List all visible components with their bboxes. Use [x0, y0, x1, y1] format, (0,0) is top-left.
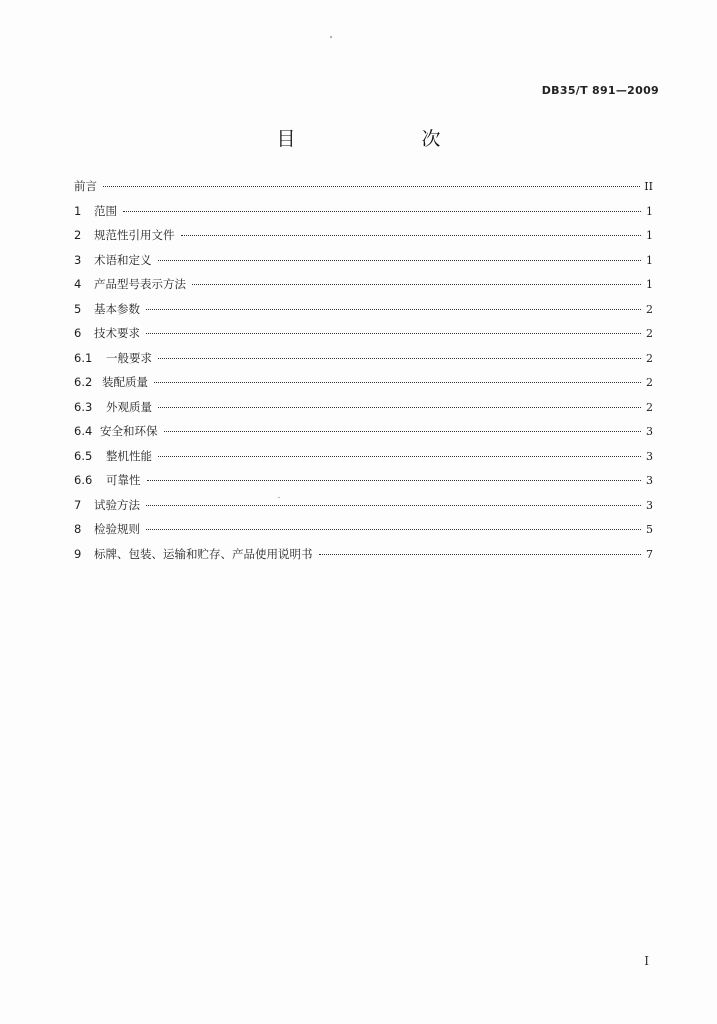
- toc-entry-label: 标牌、包装、运输和贮存、产品使用说明书: [94, 546, 313, 561]
- toc-entry[interactable]: [74, 497, 653, 522]
- toc-entry-label: 试验方法: [94, 497, 140, 512]
- table-of-contents: [74, 178, 653, 570]
- toc-entry[interactable]: [74, 399, 653, 424]
- toc-dot-leader: [158, 456, 641, 457]
- toc-title: 目 次: [276, 128, 501, 150]
- toc-entry-label: 产品型号表示方法: [94, 277, 186, 291]
- toc-entry-page: 2: [646, 400, 653, 414]
- toc-entry-label: 基本参数: [94, 301, 140, 316]
- toc-entry-page: 5: [646, 523, 653, 536]
- toc-dot-leader: [146, 333, 641, 334]
- toc-entry-number: 9: [74, 546, 82, 561]
- toc-dot-leader: [103, 186, 640, 187]
- toc-entry[interactable]: [74, 521, 653, 546]
- toc-entry-label: 术语和定义: [94, 252, 152, 267]
- toc-dot-leader: [192, 284, 641, 285]
- toc-dot-leader: [158, 407, 641, 408]
- toc-entry-page: 2: [646, 327, 653, 340]
- toc-entry[interactable]: [74, 203, 653, 228]
- toc-entry-page: 3: [646, 498, 653, 512]
- toc-entry-label: 外观质量: [106, 399, 152, 414]
- toc-dot-leader: [146, 505, 641, 506]
- toc-entry-label: 可靠性: [106, 473, 141, 487]
- toc-entry[interactable]: [74, 423, 653, 448]
- toc-entry-number: 6.3: [74, 399, 93, 414]
- toc-entry-number: 7: [74, 497, 82, 512]
- toc-entry[interactable]: [74, 374, 653, 399]
- toc-dot-leader: [158, 260, 642, 261]
- toc-dot-leader: [146, 309, 641, 310]
- toc-dot-leader: [158, 358, 641, 359]
- toc-entry[interactable]: [74, 350, 653, 375]
- toc-entry-number: 3: [74, 252, 82, 267]
- toc-entry-label: 装配质量: [102, 375, 148, 389]
- toc-dot-leader: [181, 235, 642, 236]
- page-number: I: [644, 954, 649, 968]
- toc-entry-page: 7: [646, 547, 653, 561]
- toc-entry-page: 3: [646, 449, 653, 463]
- toc-entry-label: 一般要求: [106, 350, 152, 365]
- toc-entry-label: 整机性能: [106, 448, 152, 463]
- toc-entry-number: 6.4: [74, 424, 93, 438]
- toc-entry-number: 1: [74, 203, 82, 218]
- toc-entry[interactable]: [74, 276, 653, 301]
- toc-entry-page: 1: [646, 253, 653, 267]
- toc-entry-label: 规范性引用文件: [94, 228, 175, 242]
- toc-entry-label: 技术要求: [94, 326, 140, 340]
- toc-entry[interactable]: [74, 252, 653, 277]
- toc-entry-label: 检验规则: [94, 522, 140, 536]
- toc-entry-label: 安全和环保: [100, 424, 158, 438]
- toc-dot-leader: [319, 554, 642, 555]
- toc-entry-number: 6.6: [74, 473, 93, 487]
- toc-entry-page: 2: [646, 376, 653, 389]
- toc-entry-page: 1: [646, 204, 653, 218]
- toc-dot-leader: [146, 529, 641, 530]
- toc-entry-page: II: [644, 180, 653, 193]
- toc-entry-number: 8: [74, 522, 82, 536]
- toc-dot-leader: [154, 382, 641, 383]
- document-code: DB35/T 891—2009: [541, 84, 659, 97]
- toc-entry-page: 2: [646, 351, 653, 365]
- toc-entry-number: 6: [74, 326, 82, 340]
- toc-entry-number: 2: [74, 228, 82, 242]
- toc-entry[interactable]: [74, 227, 653, 252]
- toc-entry-label: 范围: [94, 203, 117, 218]
- toc-entry-page: 3: [646, 474, 653, 487]
- toc-entry-number: 6.2: [74, 375, 93, 389]
- toc-entry-page: 2: [646, 302, 653, 316]
- toc-dot-leader: [147, 480, 642, 481]
- toc-entry[interactable]: [74, 301, 653, 326]
- toc-entry-number: 4: [74, 277, 82, 291]
- toc-entry-number: 6.1: [74, 350, 93, 365]
- toc-entry[interactable]: [74, 448, 653, 473]
- toc-entry[interactable]: [74, 325, 653, 350]
- toc-entry-label: 前言: [74, 179, 97, 193]
- toc-entry-page: 1: [646, 229, 653, 242]
- toc-entry-page: 3: [646, 425, 653, 438]
- toc-entry[interactable]: [74, 472, 653, 497]
- toc-entry-number: 6.5: [74, 448, 93, 463]
- toc-entry-foreword[interactable]: [74, 178, 653, 203]
- toc-entry-page: 1: [646, 278, 653, 291]
- toc-dot-leader: [123, 211, 641, 212]
- scan-speck: [330, 36, 332, 38]
- toc-entry-number: 5: [74, 301, 82, 316]
- toc-dot-leader: [164, 431, 642, 432]
- toc-entry[interactable]: [74, 546, 653, 571]
